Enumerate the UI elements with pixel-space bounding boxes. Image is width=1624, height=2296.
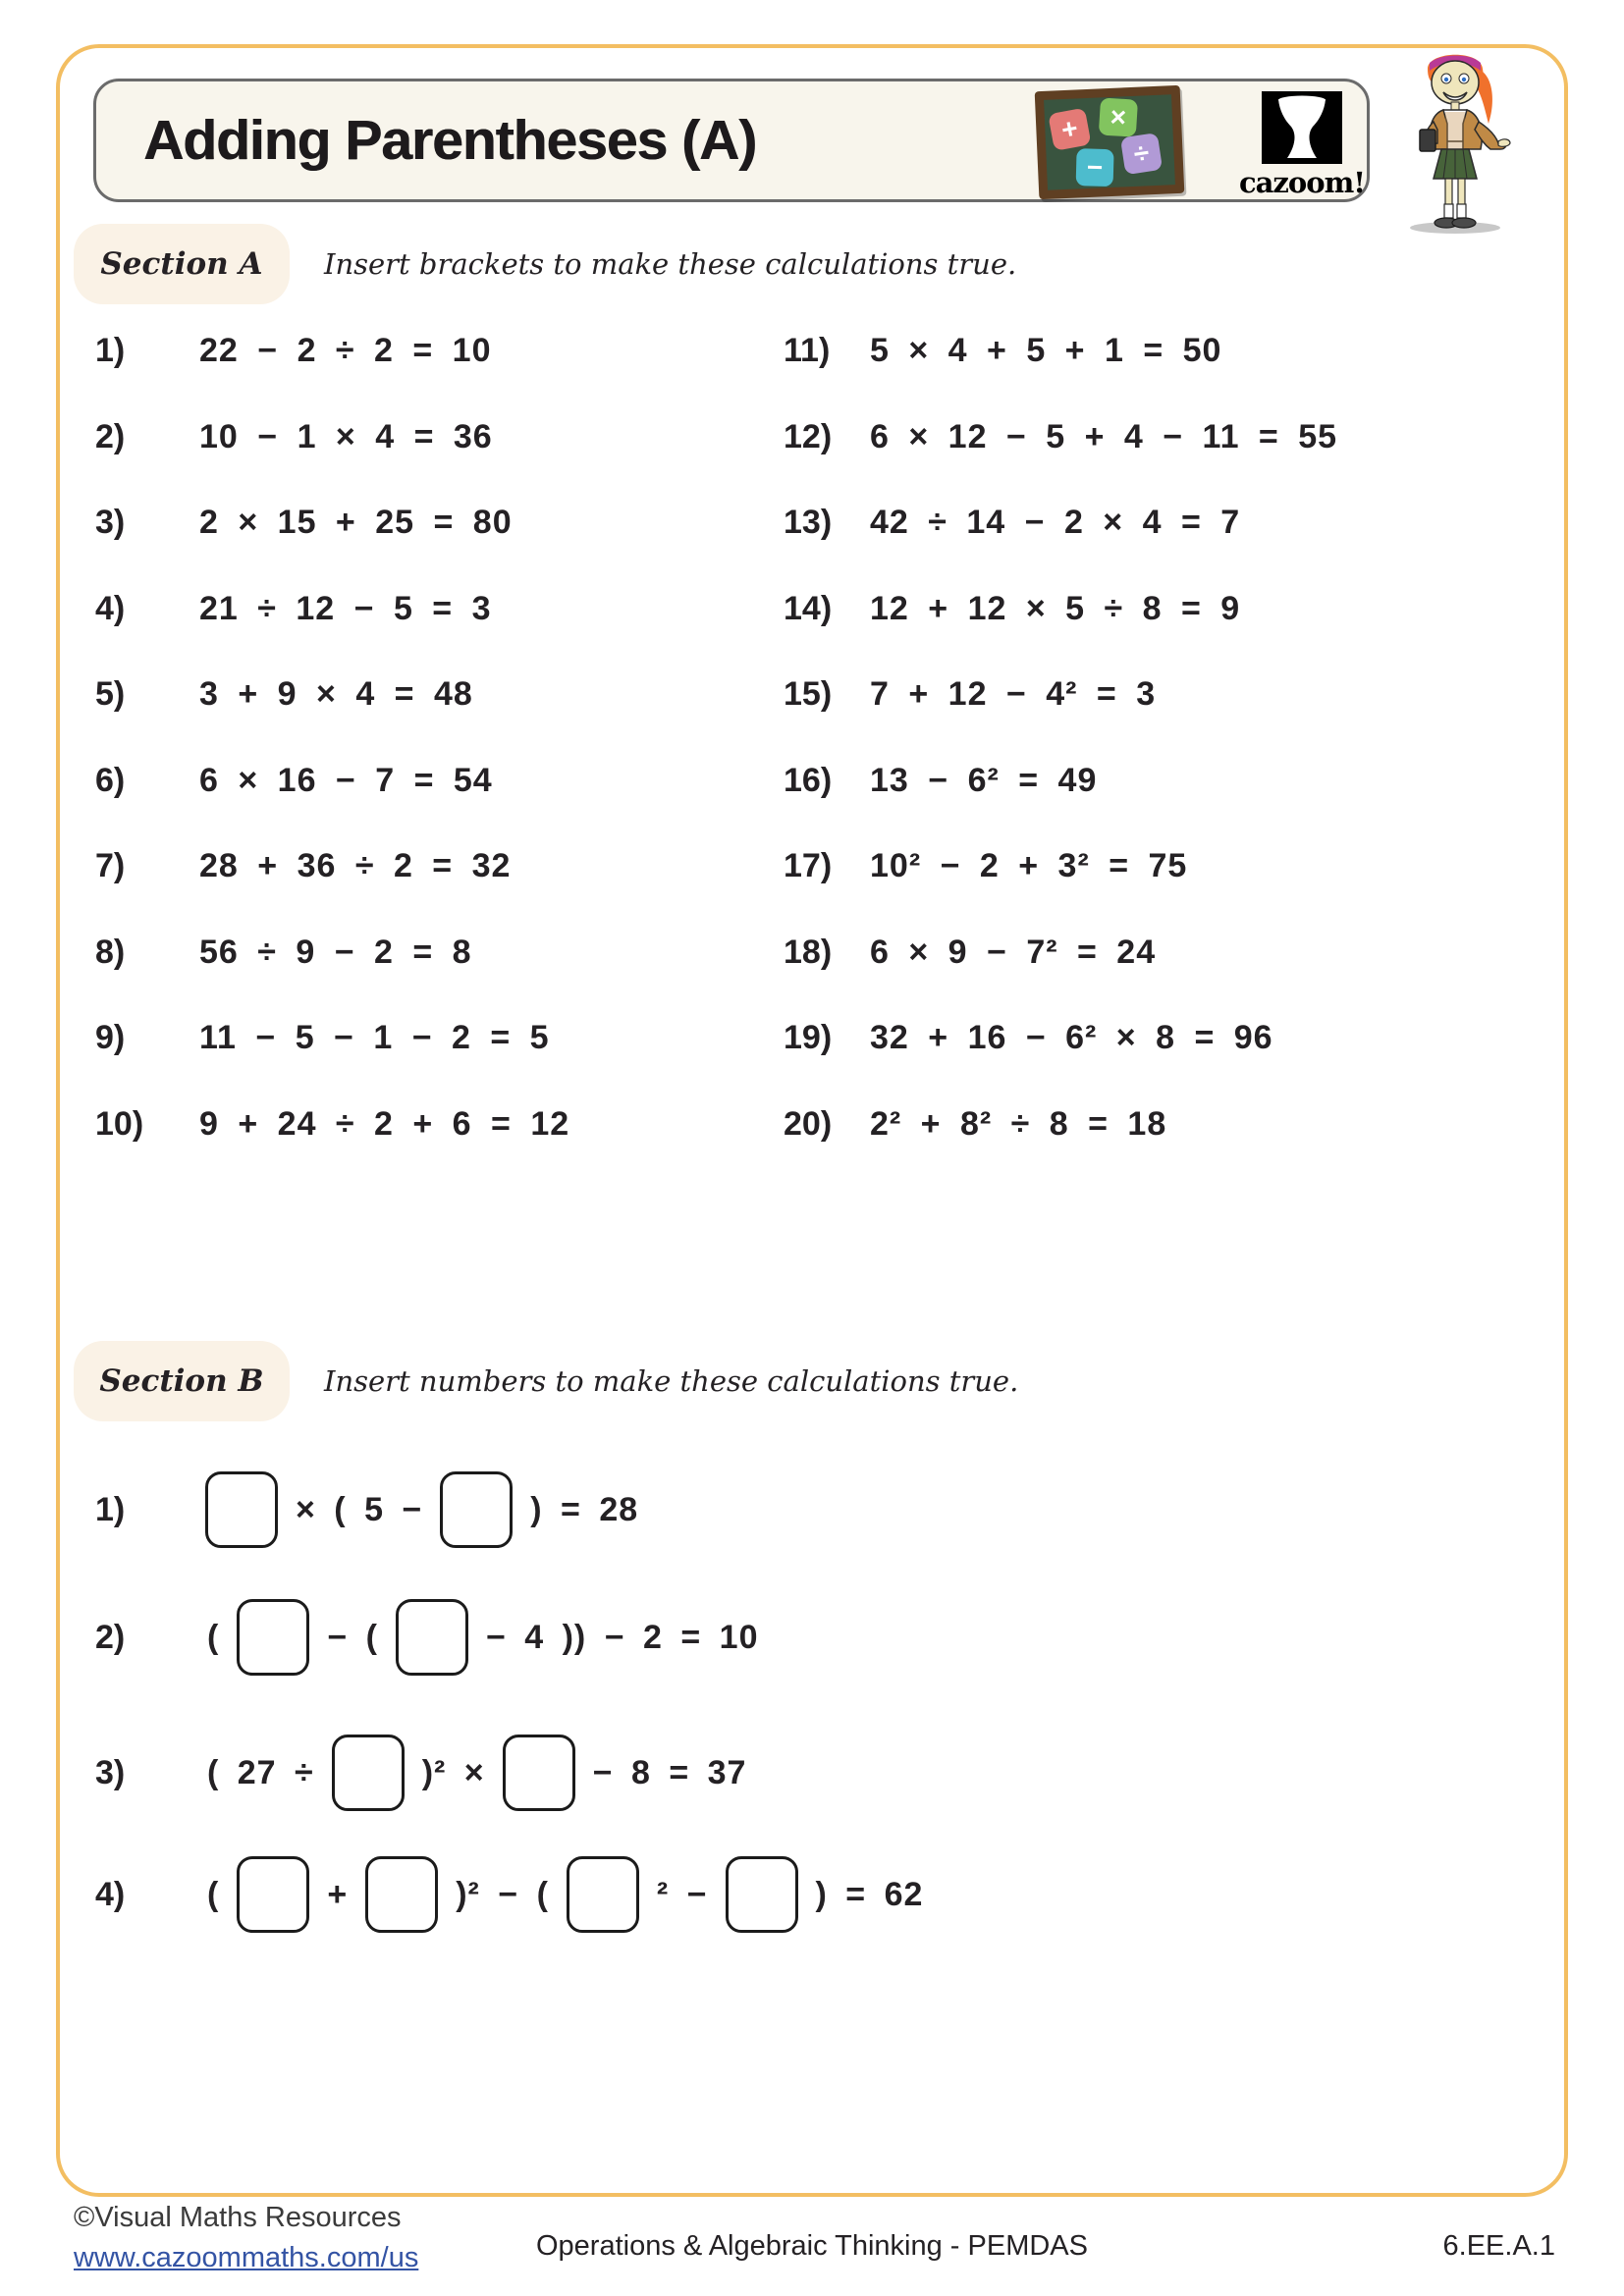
problem-row (784, 308, 1549, 395)
problem-number: 3) (95, 504, 126, 541)
footer-copyright: ©Visual Maths Resources (74, 2202, 402, 2233)
problem-number: 15) (784, 675, 833, 713)
problem-equation: 2² + 8² ÷ 8 = 18 (870, 1104, 1167, 1143)
plus-tile-icon: + (1048, 108, 1091, 151)
problem-row (784, 995, 1549, 1082)
problem-equation: 13 − 6² = 49 (870, 761, 1098, 799)
problem-row (95, 308, 743, 395)
section-b-label: Section B (74, 1341, 290, 1421)
chalkboard-operations-icon (1035, 85, 1185, 199)
equation-fragment: − ( (327, 1618, 378, 1656)
answer-box[interactable] (237, 1599, 309, 1676)
problem-row (95, 652, 743, 738)
problem-equation: 2 × 15 + 25 = 80 (199, 504, 513, 541)
problem-equation: 10 − 1 × 4 = 36 (199, 417, 493, 455)
problem-number: 13) (784, 504, 833, 541)
problem-equation: 10² − 2 + 3² = 75 (870, 847, 1188, 884)
minus-tile-icon: − (1076, 148, 1114, 187)
problem-row (95, 1596, 768, 1679)
problem-row (784, 1082, 1549, 1168)
problem-number: 19) (784, 1019, 833, 1056)
section-b-instruction: Insert numbers to make these calculations true. (324, 1364, 1019, 1398)
problem-row (95, 1853, 933, 1936)
problem-number: 11) (784, 332, 831, 369)
problem-row (95, 738, 743, 825)
problem-equation: 3 + 9 × 4 = 48 (199, 675, 473, 713)
problem-number: 3) (95, 1753, 126, 1791)
equation-fragment: ( 27 ÷ (207, 1753, 314, 1791)
problem-equation: 32 + 16 − 6² × 8 = 96 (870, 1019, 1273, 1056)
problem-row (784, 910, 1549, 996)
problem-equation: 22 − 2 ÷ 2 = 10 (199, 332, 492, 369)
problem-number: 12) (784, 417, 833, 455)
problem-number: 5) (95, 675, 126, 713)
cazoom-logo (1233, 91, 1371, 199)
problem-number: 4) (95, 1875, 126, 1913)
problem-equation: 56 ÷ 9 − 2 = 8 (199, 933, 472, 971)
problem-row (784, 824, 1549, 910)
equation-fragment: − 8 = 37 (592, 1753, 747, 1791)
problem-row (784, 480, 1549, 566)
problem-number: 1) (95, 1490, 126, 1528)
divide-tile-icon: ÷ (1120, 133, 1163, 175)
problem-equation: 7 + 12 − 4² = 3 (870, 675, 1157, 713)
section-a-right-column (784, 308, 1549, 1167)
answer-box[interactable] (237, 1856, 309, 1933)
equation-fragment: + (327, 1875, 349, 1913)
section-a-left-column (95, 308, 743, 1167)
problem-row (95, 566, 743, 653)
problem-equation: 42 ÷ 14 − 2 × 4 = 7 (870, 504, 1241, 541)
girl-illustration (1386, 39, 1526, 236)
answer-box[interactable] (726, 1856, 798, 1933)
problem-row (95, 1082, 743, 1168)
title-bar (93, 79, 1370, 202)
equation-fragment: − 4 )) − 2 = 10 (485, 1618, 759, 1656)
problem-row (784, 738, 1549, 825)
problem-number: 10) (95, 1104, 144, 1143)
answer-box[interactable] (332, 1735, 405, 1811)
problem-row (95, 1732, 756, 1814)
problem-equation: 6 × 16 − 7 = 54 (199, 761, 493, 799)
answer-box[interactable] (440, 1471, 513, 1548)
drum-icon (1262, 91, 1342, 164)
answer-box[interactable] (503, 1735, 575, 1811)
problem-number: 20) (784, 1104, 833, 1143)
problem-row (784, 395, 1549, 481)
problem-number: 18) (784, 933, 833, 971)
equation-fragment: )² − ( (456, 1875, 549, 1913)
problem-number: 1) (95, 332, 126, 369)
problem-number: 7) (95, 847, 126, 884)
problem-row (95, 395, 743, 481)
equation-fragment: ) = 62 (815, 1875, 924, 1913)
cazoom-logo-text: cazoom! (1238, 166, 1366, 199)
problem-equation: 5 × 4 + 5 + 1 = 50 (870, 332, 1222, 369)
problem-number: 6) (95, 761, 126, 799)
problem-row (95, 1468, 648, 1551)
problem-row (95, 824, 743, 910)
problem-number: 2) (95, 1618, 126, 1656)
problem-number: 9) (95, 1019, 126, 1056)
problem-equation: 11 − 5 − 1 − 2 = 5 (199, 1019, 550, 1056)
problem-equation: 6 × 12 − 5 + 4 − 11 = 55 (870, 417, 1338, 455)
times-tile-icon: × (1099, 97, 1138, 136)
footer-topic: Operations & Algebraic Thinking - PEMDAS (535, 2230, 1088, 2262)
problem-row (784, 652, 1549, 738)
problem-row (95, 480, 743, 566)
problem-row (784, 566, 1549, 653)
problem-number: 2) (95, 417, 126, 455)
problem-equation: 12 + 12 × 5 ÷ 8 = 9 (870, 589, 1241, 627)
section-a-label: Section A (74, 224, 290, 304)
equation-fragment: × ( 5 − (296, 1490, 423, 1528)
answer-box[interactable] (396, 1599, 468, 1676)
answer-box[interactable] (205, 1471, 278, 1548)
equation-fragment: )² × (421, 1753, 485, 1791)
problem-number: 17) (784, 847, 833, 884)
problem-number: 8) (95, 933, 126, 971)
page-title: Adding Parentheses (A) (143, 109, 757, 172)
equation-fragment: ² − (656, 1875, 708, 1913)
footer-url-link[interactable]: www.cazoommaths.com/us (74, 2242, 419, 2273)
problem-number: 16) (784, 761, 833, 799)
equation-fragment: ( (207, 1618, 220, 1656)
footer-standard-code: 6.EE.A.1 (1442, 2230, 1555, 2262)
equation-fragment: ) = 28 (530, 1490, 639, 1528)
problem-equation: 9 + 24 ÷ 2 + 6 = 12 (199, 1104, 570, 1143)
problem-row (95, 995, 743, 1082)
problem-number: 14) (784, 589, 833, 627)
problem-equation: 6 × 9 − 7² = 24 (870, 933, 1157, 971)
problem-equation: 21 ÷ 12 − 5 = 3 (199, 589, 492, 627)
problem-row (95, 910, 743, 996)
problem-equation: 28 + 36 ÷ 2 = 32 (199, 847, 512, 884)
equation-fragment: ( (207, 1875, 220, 1913)
section-a-instruction: Insert brackets to make these calculations true. (324, 247, 1017, 281)
answer-box[interactable] (365, 1856, 438, 1933)
problem-number: 4) (95, 589, 126, 627)
answer-box[interactable] (567, 1856, 639, 1933)
